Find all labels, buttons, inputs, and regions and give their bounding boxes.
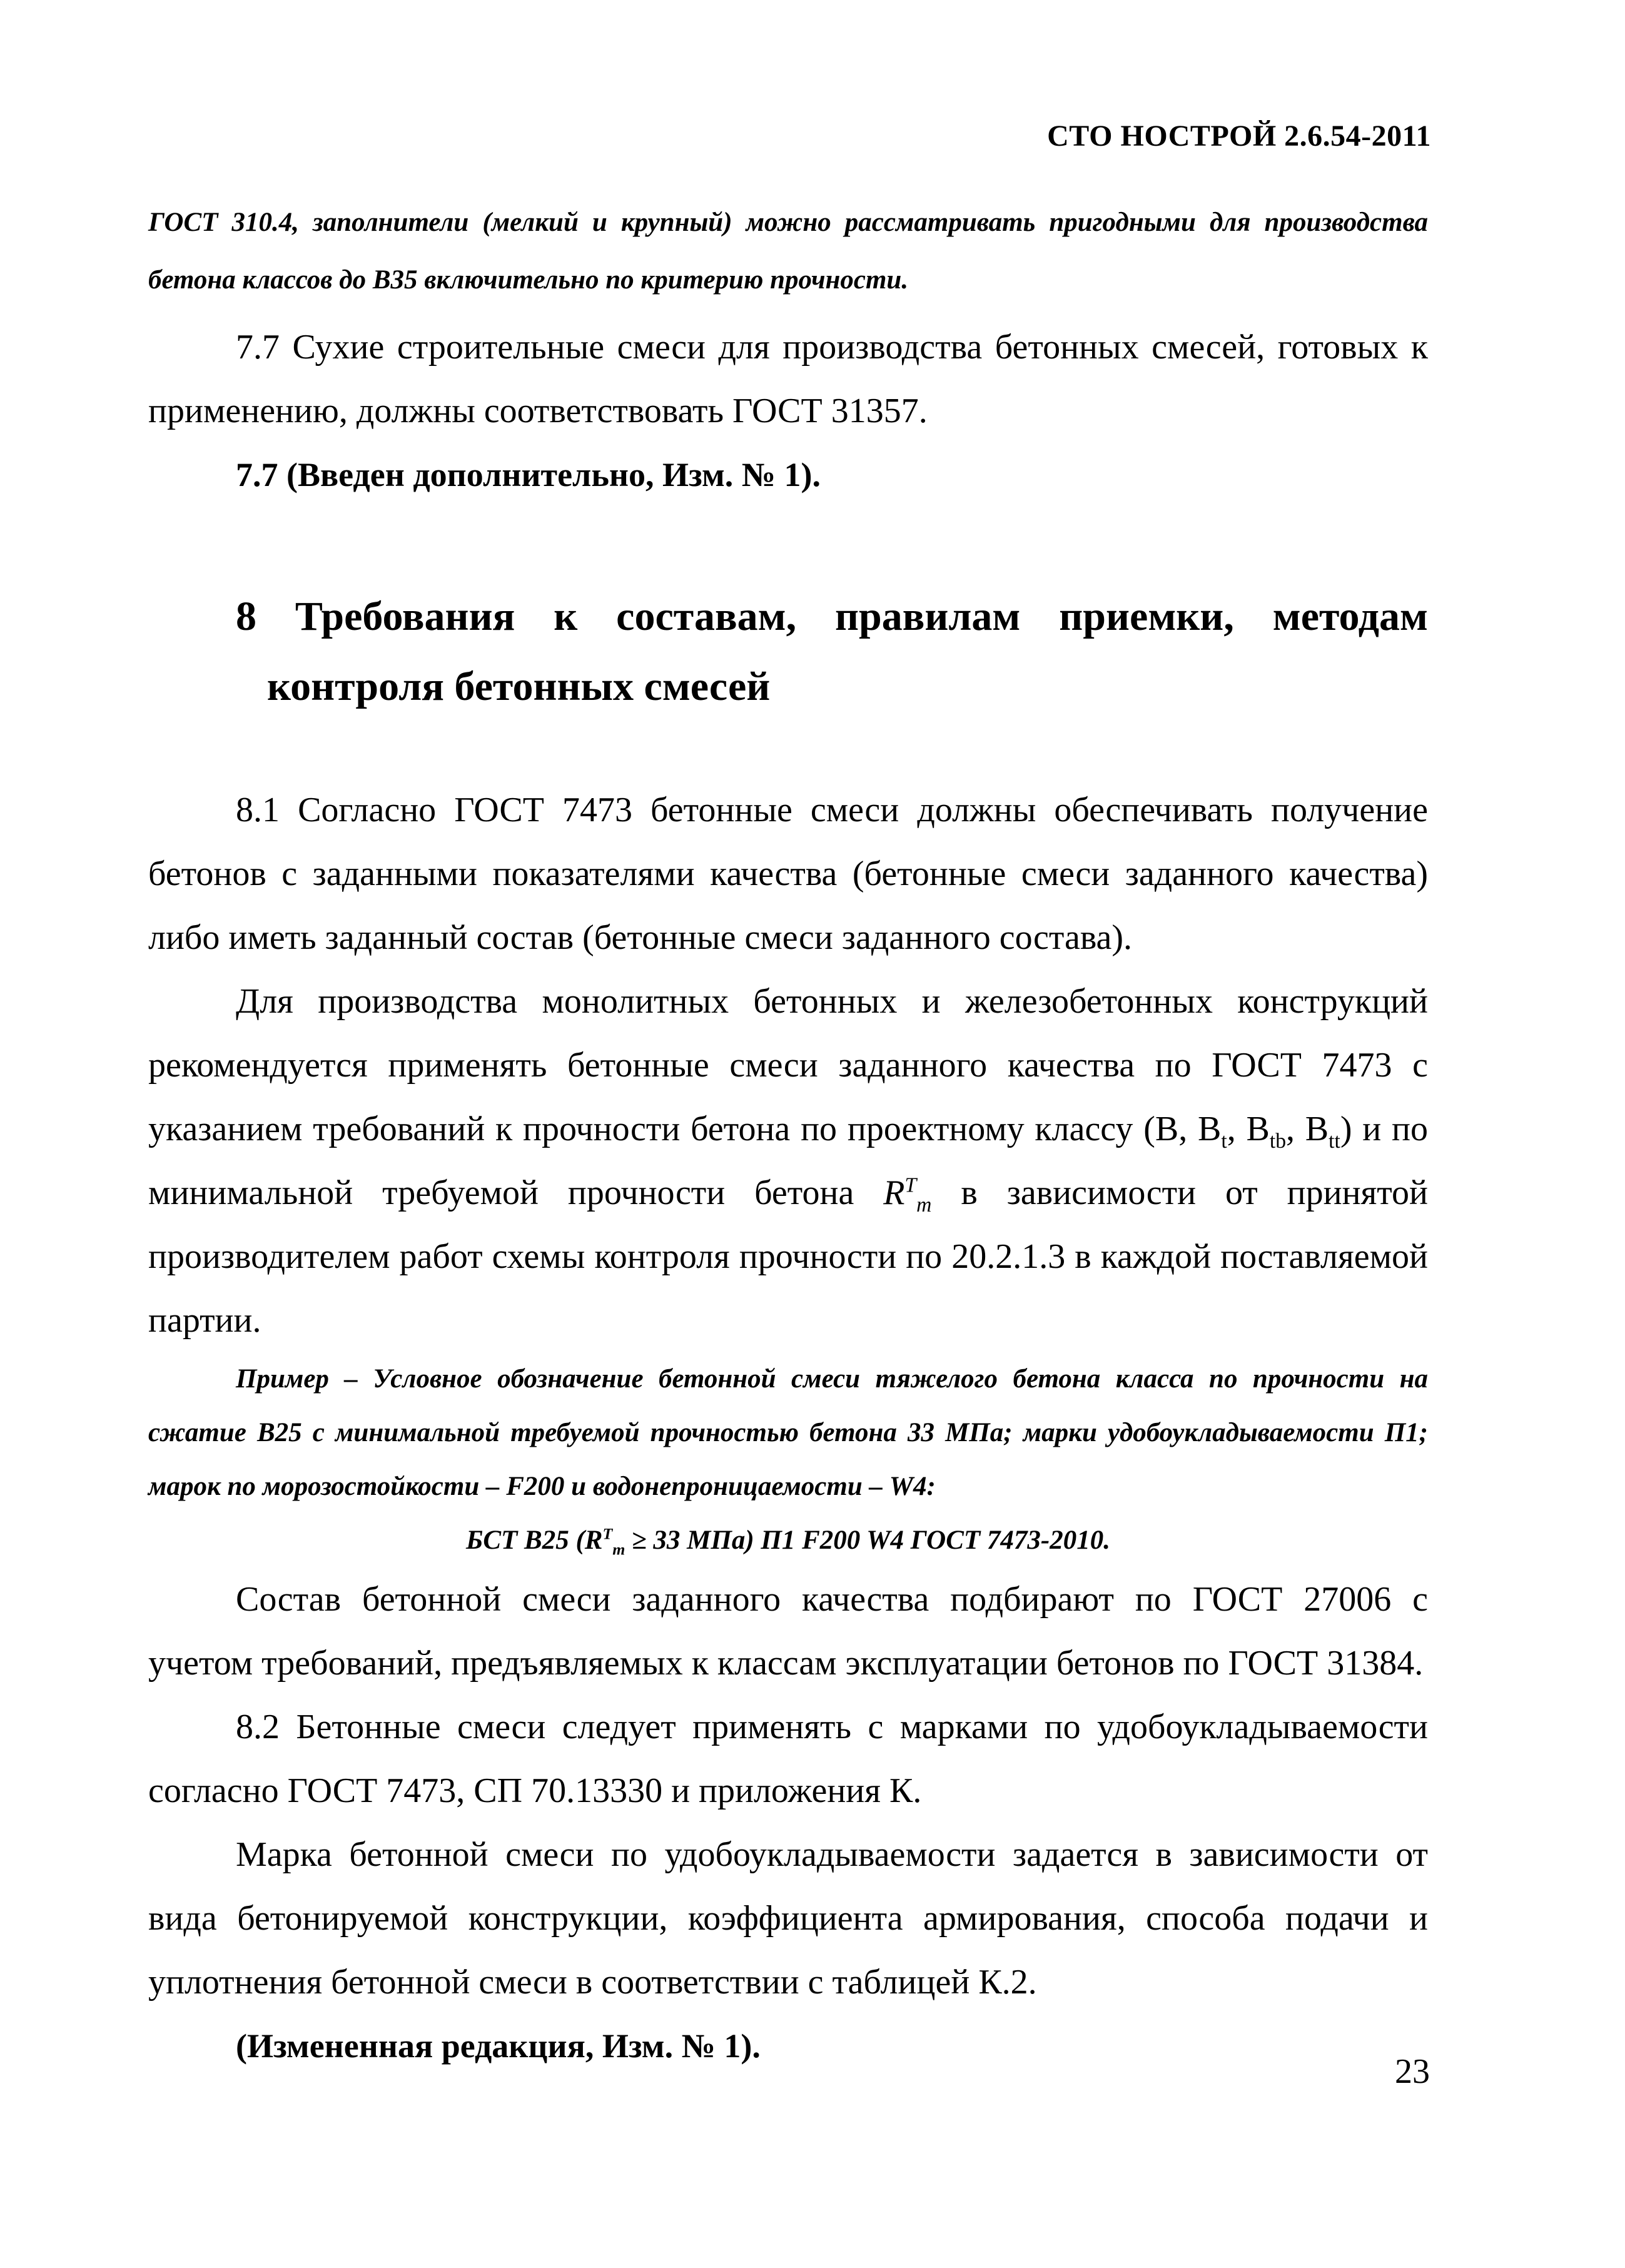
document-code-header: СТО НОСТРОЙ 2.6.54-2011 [1047, 119, 1431, 153]
paragraph-8-2-grade: Марка бетонной смеси по удобоукладываемости задается в зависимости от вида бетонируемой конструкции, коэффициента армирования, способа подачи и уплотнения бетонной смеси в соответствии с таблицей К.2. [148, 1835, 1428, 2002]
section-8-title: 8 Требования к составам, правилам приемки, методам контроля бетонных смесей [236, 594, 1428, 709]
example-designation: БСТ В25 ($R^T_m \ge 33$ МПа) П1 F200 W4 ГОСТ 7473-2010. [466, 1524, 1110, 1559]
amendment-7-7: 7.7 (Введен дополнительно, Изм. № 1). [236, 456, 821, 494]
amendment-8-2: (Измененная редакция, Изм. № 1). [236, 2027, 761, 2065]
paragraph-7-7: 7.7 Сухие строительные смеси для производства бетонных смесей, готовых к применению, должны соответствовать ГОСТ 31357. [148, 328, 1428, 430]
paragraph-8-1-production: Для производства монолитных бетонных и железобетонных конструкций рекомендуется применять бетонные смеси заданного качества по ГОСТ 7473 с указанием требований к прочности бетона по проектному классу (В, $В_t$, $В_{tb}$, $В_{tt}$) и по минимальной требуемой прочности бетона $R^T_m$ в зависимости от принятой производителем работ схемы контроля прочности по 20.2.1.3 в каждой поставляемой партии. [148, 982, 1429, 1340]
page-number: 23 [1395, 2052, 1430, 2091]
document-body [148, 194, 1428, 2078]
paragraph-composition: Состав бетонной смеси заданного качества подбирают по ГОСТ 27006 с учетом требований, предъявляемых к классам эксплуатации бетонов по ГОСТ 31384. [148, 1580, 1428, 1683]
strength-symbol: $R^T_m$ [883, 1173, 932, 1217]
paragraph-8-2: 8.2 Бетонные смеси следует применять с марками по удобоукладываемости согласно ГОСТ 7473, СП 70.13330 и приложения К. [148, 1708, 1428, 1810]
note-continuation: ГОСТ 310.4, заполнители (мелкий и крупный) можно рассматривать пригодными для производства бетона классов до В35 включительно по критерию прочности. [148, 208, 1428, 295]
example-note: Пример – Условное обозначение бетонной смеси тяжелого бетона класса по прочности на сжатие В25 с минимальной требуемой прочностью бетона 33 МПа; марки удобоукладываемости П1; марок по морозостойкости – F200 и водонепроницаемости – W4: [148, 1364, 1428, 1501]
paragraph-8-1: 8.1 Согласно ГОСТ 7473 бетонные смеси должны обеспечивать получение бетонов с заданными показателями качества (бетонные смеси заданного качества) либо иметь заданный состав (бетонные смеси заданного состава). [148, 791, 1428, 957]
